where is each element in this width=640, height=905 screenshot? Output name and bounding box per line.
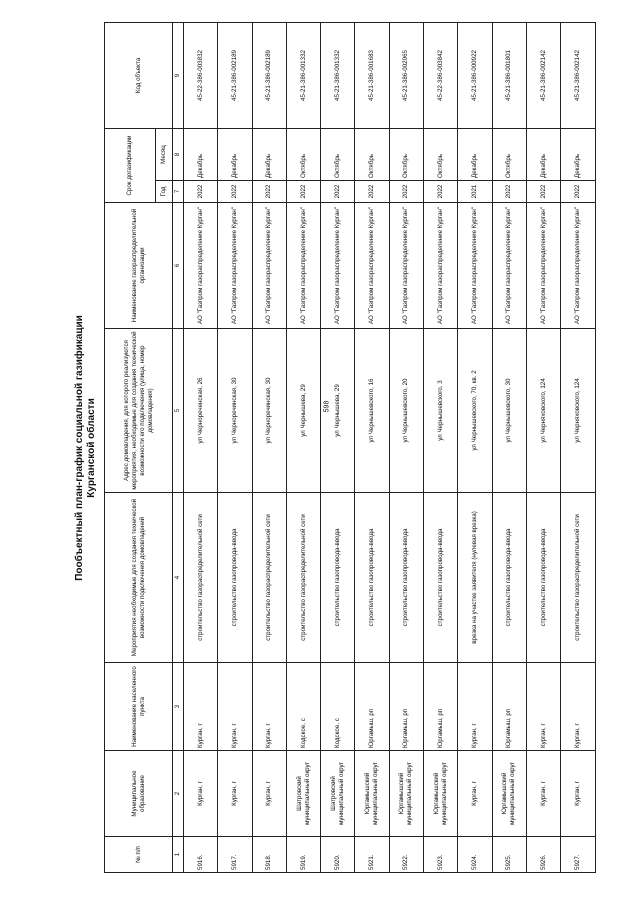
cell-address: ул Чернышевского, 70, кв. 2 [458,329,492,493]
table-body [184,23,596,873]
title-line-1: Пообъектный план-график социальной газификации [74,315,85,581]
column-number: 7 [173,181,184,203]
cell-month: Декабрь [184,129,218,181]
cell-measures: строительство газопровода-ввода [355,493,389,663]
cell-locality: Курган, г [184,663,218,751]
column-number: 4 [173,493,184,663]
cell-object-code: 45-21-386-001332 [286,23,320,129]
table-row [218,23,252,873]
cell-object-code: 45-21-386-002065 [389,23,423,129]
title-line-2: Курганской области [86,398,97,498]
cell-municipality: Юргамышский муниципальный округ [492,751,526,837]
cell-locality: Курган, г [218,663,252,751]
cell-year: 2022 [526,181,560,203]
cell-locality: Кодское, с [321,663,355,751]
header-deadline-year: Год [156,181,173,203]
cell-num: 5926. [526,837,560,873]
cell-organization: АО "Газпром газораспределение Курган" [252,203,286,329]
column-number: 5 [173,329,184,493]
cell-year: 2021 [458,181,492,203]
cell-year: 2022 [389,181,423,203]
cell-num: 5918. [252,837,286,873]
cell-measures: строительство газопровода-ввода [321,493,355,663]
cell-num: 5916. [184,837,218,873]
cell-year: 2022 [355,181,389,203]
cell-address: ул Чернышевского, 16 [355,329,389,493]
cell-organization: АО "Газпром газораспределение Курган" [355,203,389,329]
cell-organization: АО "Газпром газораспределение Курган" [526,203,560,329]
header-organization: Наименование газораспределительной организации [105,203,173,329]
cell-year: 2022 [561,181,595,203]
cell-measures: строительство газопровода-ввода [424,493,458,663]
cell-locality: Юргамыш, рп [389,663,423,751]
table-row [424,23,458,873]
cell-month: Октябрь [321,129,355,181]
gasification-schedule-table [104,22,596,873]
cell-month: Декабрь [526,129,560,181]
cell-measures: строительство газопровода-ввода [526,493,560,663]
column-number: 1 [173,837,184,873]
cell-month: Декабрь [252,129,286,181]
cell-object-code: 45-22-386-003842 [424,23,458,129]
cell-municipality: Юргамышский муниципальный округ [424,751,458,837]
cell-year: 2022 [184,181,218,203]
cell-locality: Курган, г [252,663,286,751]
cell-organization: АО "Газпром газораспределение Курган" [184,203,218,329]
header-num: № п/п [105,837,173,873]
cell-locality: Юргамыш, рп [355,663,389,751]
table-row [492,23,526,873]
cell-locality: Кодское, с [286,663,320,751]
cell-month: Декабрь [218,129,252,181]
cell-address: ул Чернореченская, 26 [184,329,218,493]
cell-municipality: Курган, г [458,751,492,837]
cell-year: 2022 [424,181,458,203]
column-number: 6 [173,203,184,329]
cell-object-code: 45-21-386-002142 [561,23,595,129]
cell-organization: АО "Газпром газораспределение Курган" [286,203,320,329]
cell-municipality: Юргамышский муниципальный округ [389,751,423,837]
cell-object-code: 45-21-386-002189 [252,23,286,129]
header-deadline: Срок догазификации [105,129,156,203]
cell-address: ул Чернышевского, 20 [389,329,423,493]
cell-municipality: Шатровский муниципальный округ [321,751,355,837]
document-title [74,23,104,873]
cell-measures: строительство газораспределительной сети [184,493,218,663]
cell-organization: АО "Газпром газораспределение Курган" [458,203,492,329]
cell-organization: АО "Газпром газораспределение Курган" [218,203,252,329]
cell-organization: АО "Газпром газораспределение Курган" [389,203,423,329]
header-deadline-month: Месяц [156,129,173,181]
cell-address: ул Чернышевского, 3 [424,329,458,493]
cell-municipality: Юргамышский муниципальный округ [355,751,389,837]
table-row [252,23,286,873]
cell-municipality: Шатровский муниципальный округ [286,751,320,837]
cell-municipality: Курган, г [218,751,252,837]
cell-locality: Курган, г [458,663,492,751]
cell-year: 2022 [321,181,355,203]
cell-municipality: Курган, г [252,751,286,837]
cell-measures: строительство газопровода-ввода [492,493,526,663]
cell-organization: АО "Газпром газораспределение Курган" [321,203,355,329]
table-row [355,23,389,873]
cell-municipality: Курган, г [184,751,218,837]
table-row [286,23,320,873]
table-row [321,23,355,873]
cell-num: 5927. [561,837,595,873]
cell-object-code: 45-21-386-002142 [526,23,560,129]
cell-address: ул Черноречинская, 30 [218,329,252,493]
cell-month: Октябрь [492,129,526,181]
table-row [389,23,423,873]
cell-month: Октябрь [389,129,423,181]
table-row [184,23,218,873]
cell-measures: врезка на участке заявителя (нулевая врезка) [458,493,492,663]
cell-locality: Юргамыш, рп [492,663,526,751]
cell-object-code: 45-21-386-001801 [492,23,526,129]
table-row [458,23,492,873]
cell-address: ул Черняховского, 124 [561,329,595,493]
cell-num: 5923. [424,837,458,873]
cell-year: 2022 [252,181,286,203]
column-number: 8 [173,129,184,181]
cell-object-code: 45-21-386-001332 [321,23,355,129]
cell-num: 5921. [355,837,389,873]
header-measures: Мероприятия необходимые для создания технической возможности подключения домовладений [105,493,173,663]
cell-num: 5922. [389,837,423,873]
cell-year: 2022 [218,181,252,203]
cell-measures: строительство газораспределительной сети [561,493,595,663]
header-address: Адрес домовладения, для которого реализуются мероприятия, необходимые для создания технической возможности его подключения (улица, номер домовладения) [105,329,173,493]
cell-month: Октябрь [286,129,320,181]
cell-organization: АО "Газпром газораспределение Курган" [492,203,526,329]
cell-object-code: 45-21-386-001683 [355,23,389,129]
page-number: 598 [323,400,331,413]
cell-object-code: 45-22-386-003832 [184,23,218,129]
cell-address: ул Черняховского, 124 [526,329,560,493]
cell-address: ул Чернышева, 29 [321,329,355,493]
cell-measures: строительство газораспределительной сети [286,493,320,663]
cell-year: 2022 [492,181,526,203]
header-object-code: Код объекта [105,23,173,129]
cell-measures: строительство газораспределительной сети [252,493,286,663]
column-number: 3 [173,663,184,751]
cell-month: Октябрь [355,129,389,181]
cell-municipality: Курган, г [561,751,595,837]
cell-num: 5920. [321,837,355,873]
header-municipality: Муниципальное образование [105,751,173,837]
cell-address: ул Чернышева, 29 [286,329,320,493]
table-row [561,23,595,873]
cell-locality: Курган, г [526,663,560,751]
cell-measures: строительство газопровода-ввода [389,493,423,663]
cell-measures: строительство газопровода-ввода [218,493,252,663]
cell-organization: АО "Газпром газораспределение Курган" [424,203,458,329]
cell-locality: Курган, г [561,663,595,751]
column-number: 2 [173,751,184,837]
cell-municipality: Курган, г [526,751,560,837]
cell-locality: Юргамыш, рп [424,663,458,751]
column-number: 9 [173,23,184,129]
table-row [526,23,560,873]
cell-month: Октябрь [424,129,458,181]
cell-num: 5917. [218,837,252,873]
header-locality: Наименование населенного пункта [105,663,173,751]
cell-organization: АО "Газпром газораспределение Курган" [561,203,595,329]
cell-num: 5919. [286,837,320,873]
cell-object-code: 45-21-386-000922 [458,23,492,129]
cell-address: ул Чернышевского, 30 [492,329,526,493]
cell-month: Декабрь [458,129,492,181]
rotated-page-content [74,23,581,873]
cell-address: ул Черноречинская, 30 [252,329,286,493]
cell-year: 2022 [286,181,320,203]
cell-month: Декабрь [561,129,595,181]
cell-num: 5924. [458,837,492,873]
cell-num: 5925. [492,837,526,873]
cell-object-code: 45-21-386-002189 [218,23,252,129]
